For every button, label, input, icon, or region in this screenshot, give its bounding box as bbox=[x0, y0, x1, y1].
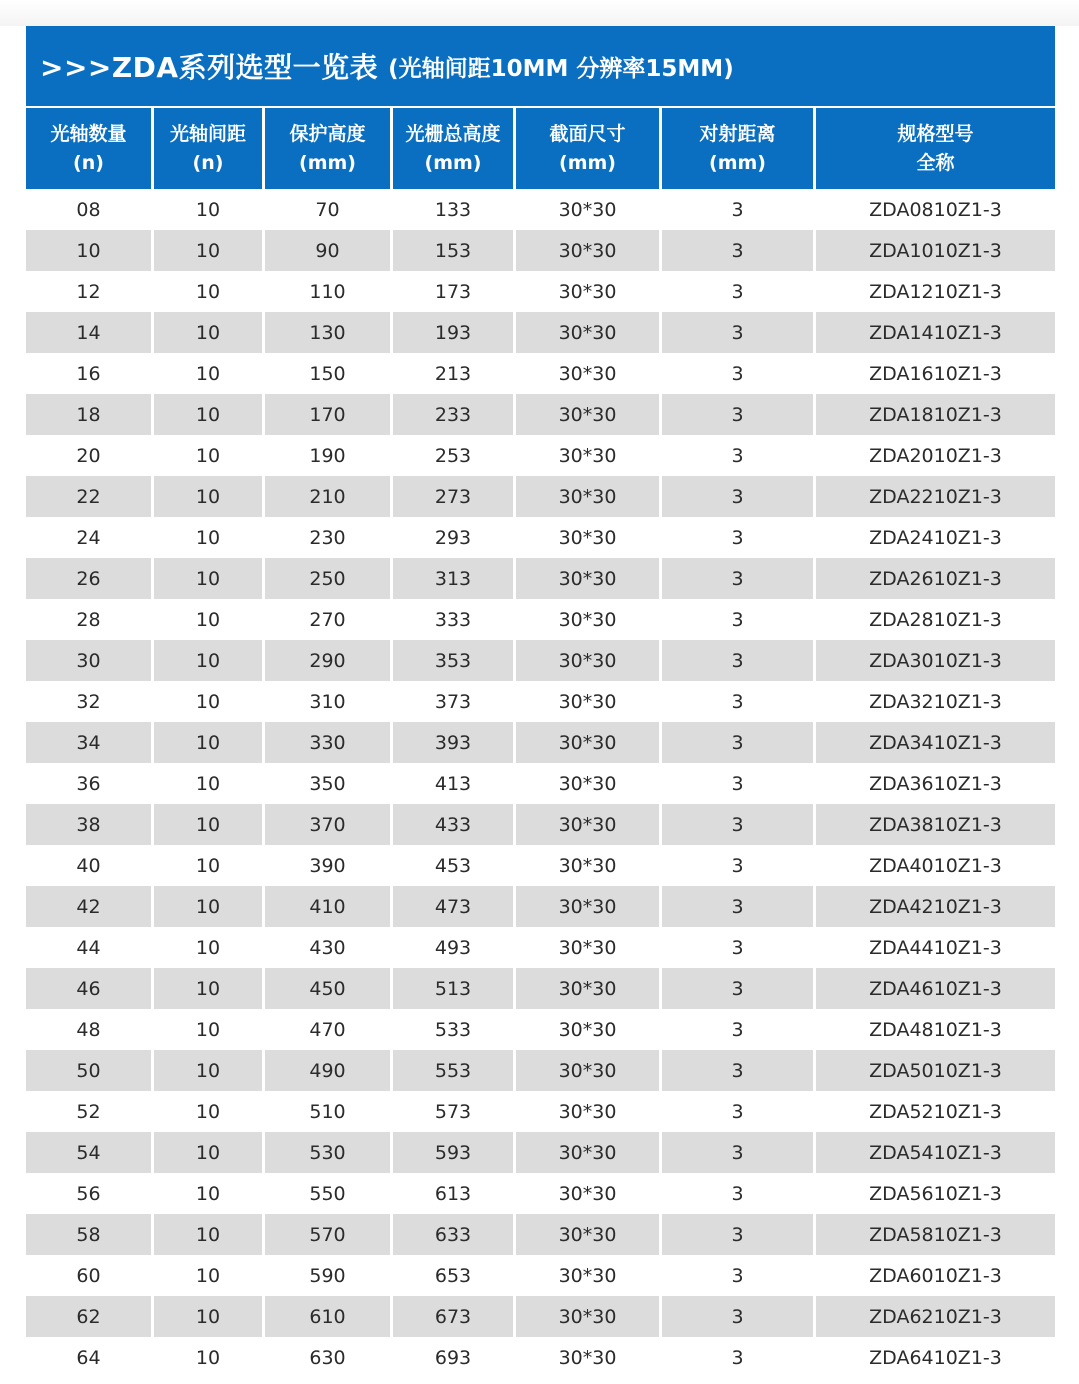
header-beam-spacing bbox=[154, 108, 265, 189]
section-size-cell: 30*30 bbox=[516, 1173, 662, 1214]
model-name-cell: ZDA4610Z1-3 bbox=[816, 968, 1055, 1009]
sensing-distance-cell: 3 bbox=[662, 681, 816, 722]
protection-height-cell: 70 bbox=[265, 189, 393, 230]
beam-count-cell: 42 bbox=[26, 886, 154, 927]
beam-count-cell: 58 bbox=[26, 1214, 154, 1255]
beam-spacing-cell: 10 bbox=[154, 968, 265, 1009]
sensing-distance-cell: 3 bbox=[662, 435, 816, 476]
beam-spacing-cell: 10 bbox=[154, 1173, 265, 1214]
protection-height-cell: 530 bbox=[265, 1132, 393, 1173]
beam-count-cell: 56 bbox=[26, 1173, 154, 1214]
table-row bbox=[26, 1173, 1055, 1214]
sensing-distance-cell: 3 bbox=[662, 927, 816, 968]
section-size-cell: 30*30 bbox=[516, 558, 662, 599]
header-unit: (n) bbox=[192, 151, 224, 174]
section-size-cell: 30*30 bbox=[516, 435, 662, 476]
table-row bbox=[26, 517, 1055, 558]
sensing-distance-cell: 3 bbox=[662, 312, 816, 353]
beam-count-cell: 44 bbox=[26, 927, 154, 968]
beam-spacing-cell: 10 bbox=[154, 312, 265, 353]
section-size-cell: 30*30 bbox=[516, 1050, 662, 1091]
sensing-distance-cell: 3 bbox=[662, 804, 816, 845]
sensing-distance-cell: 3 bbox=[662, 476, 816, 517]
protection-height-cell: 370 bbox=[265, 804, 393, 845]
beam-spacing-cell: 10 bbox=[154, 271, 265, 312]
beam-count-cell: 62 bbox=[26, 1296, 154, 1337]
protection-height-cell: 290 bbox=[265, 640, 393, 681]
total-height-cell: 133 bbox=[393, 189, 516, 230]
beam-spacing-cell: 10 bbox=[154, 886, 265, 927]
sensing-distance-cell: 3 bbox=[662, 886, 816, 927]
total-height-cell: 653 bbox=[393, 1255, 516, 1296]
beam-count-cell: 24 bbox=[26, 517, 154, 558]
total-height-cell: 273 bbox=[393, 476, 516, 517]
table-row bbox=[26, 763, 1055, 804]
sensing-distance-cell: 3 bbox=[662, 189, 816, 230]
total-height-cell: 333 bbox=[393, 599, 516, 640]
beam-spacing-cell: 10 bbox=[154, 1050, 265, 1091]
beam-spacing-cell: 10 bbox=[154, 1214, 265, 1255]
model-name-cell: ZDA1210Z1-3 bbox=[869, 280, 1002, 303]
sensing-distance-cell: 3 bbox=[662, 517, 816, 558]
model-name-cell: ZDA4810Z1-3 bbox=[869, 1018, 1002, 1041]
sensing-distance-cell: 3 bbox=[662, 722, 816, 763]
section-size-cell: 30*30 bbox=[516, 1296, 662, 1337]
model-name-cell: ZDA4210Z1-3 bbox=[816, 886, 1055, 927]
table-row bbox=[26, 1132, 1055, 1173]
beam-count-cell: 20 bbox=[26, 435, 154, 476]
sensing-distance-cell: 3 bbox=[662, 1009, 816, 1050]
protection-height-cell: 430 bbox=[265, 927, 393, 968]
protection-height-cell: 90 bbox=[265, 230, 393, 271]
sensing-distance-cell: 3 bbox=[662, 353, 816, 394]
sensing-distance-cell: 3 bbox=[662, 1214, 816, 1255]
table-row bbox=[26, 1255, 1055, 1296]
table-row bbox=[26, 968, 1055, 1009]
table-row bbox=[26, 1214, 1055, 1255]
total-height-cell: 693 bbox=[393, 1337, 516, 1378]
section-size-cell: 30*30 bbox=[516, 1214, 662, 1255]
table-row bbox=[26, 599, 1055, 640]
model-name-cell: ZDA3810Z1-3 bbox=[816, 804, 1055, 845]
beam-count-cell: 34 bbox=[26, 722, 154, 763]
sensing-distance-cell: 3 bbox=[662, 1050, 816, 1091]
protection-height-cell: 210 bbox=[265, 476, 393, 517]
section-size-cell: 30*30 bbox=[516, 722, 662, 763]
model-name-cell: ZDA3010Z1-3 bbox=[816, 640, 1055, 681]
beam-spacing-cell: 10 bbox=[154, 1132, 265, 1173]
table-row bbox=[26, 312, 1055, 353]
section-size-cell: 30*30 bbox=[516, 476, 662, 517]
total-height-cell: 393 bbox=[393, 722, 516, 763]
beam-spacing-cell: 10 bbox=[154, 353, 265, 394]
total-height-cell: 153 bbox=[393, 230, 516, 271]
total-height-cell: 593 bbox=[393, 1132, 516, 1173]
beam-count-cell: 30 bbox=[26, 640, 154, 681]
beam-spacing-cell: 10 bbox=[154, 1255, 265, 1296]
beam-spacing-cell: 10 bbox=[154, 722, 265, 763]
sensing-distance-cell: 3 bbox=[662, 640, 816, 681]
beam-spacing-cell: 10 bbox=[154, 230, 265, 271]
model-name-cell: ZDA2610Z1-3 bbox=[816, 558, 1055, 599]
beam-count-cell: 50 bbox=[26, 1050, 154, 1091]
total-height-cell: 573 bbox=[393, 1091, 516, 1132]
total-height-cell: 673 bbox=[393, 1296, 516, 1337]
beam-count-cell: 64 bbox=[26, 1337, 154, 1378]
table-row bbox=[26, 558, 1055, 599]
table-row bbox=[26, 435, 1055, 476]
section-size-cell: 30*30 bbox=[516, 1009, 662, 1050]
section-size-cell: 30*30 bbox=[516, 640, 662, 681]
table-row bbox=[26, 1296, 1055, 1337]
protection-height-cell: 350 bbox=[265, 763, 393, 804]
model-name-cell: ZDA2210Z1-3 bbox=[816, 476, 1055, 517]
protection-height-cell: 270 bbox=[265, 599, 393, 640]
table-row bbox=[26, 189, 1055, 230]
total-height-cell: 473 bbox=[393, 886, 516, 927]
beam-count-cell: 28 bbox=[26, 599, 154, 640]
total-height-cell: 433 bbox=[393, 804, 516, 845]
beam-spacing-cell: 10 bbox=[154, 763, 265, 804]
total-height-cell: 293 bbox=[393, 517, 516, 558]
model-name-cell: ZDA0810Z1-3 bbox=[869, 198, 1002, 221]
total-height-cell: 253 bbox=[393, 435, 516, 476]
section-size-cell: 30*30 bbox=[516, 763, 662, 804]
model-name-cell: ZDA3210Z1-3 bbox=[869, 690, 1002, 713]
header-unit: (mm) bbox=[299, 151, 356, 174]
protection-height-cell: 610 bbox=[265, 1296, 393, 1337]
selection-table bbox=[26, 108, 1055, 1378]
header-label: 光轴间距 bbox=[169, 122, 246, 145]
table-header-row bbox=[26, 108, 1055, 189]
header-unit: (mm) bbox=[559, 151, 616, 174]
total-height-cell: 373 bbox=[393, 681, 516, 722]
total-height-cell: 533 bbox=[393, 1009, 516, 1050]
beam-spacing-cell: 10 bbox=[154, 927, 265, 968]
header-unit: (mm) bbox=[424, 151, 482, 174]
table-row bbox=[26, 1091, 1055, 1132]
model-name-cell: ZDA2410Z1-3 bbox=[869, 526, 1002, 549]
sensing-distance-cell: 3 bbox=[662, 558, 816, 599]
page-subtitle: (光轴间距10MM 分辨率15MM) bbox=[388, 55, 734, 82]
total-height-cell: 193 bbox=[393, 312, 516, 353]
table-row bbox=[26, 1050, 1055, 1091]
beam-count-cell: 16 bbox=[26, 353, 154, 394]
section-size-cell: 30*30 bbox=[516, 1132, 662, 1173]
section-size-cell: 30*30 bbox=[516, 312, 662, 353]
beam-spacing-cell: 10 bbox=[154, 681, 265, 722]
sensing-distance-cell: 3 bbox=[662, 1173, 816, 1214]
beam-spacing-cell: 10 bbox=[154, 1296, 265, 1337]
model-name-cell: ZDA5810Z1-3 bbox=[816, 1214, 1055, 1255]
header-beam-count bbox=[26, 108, 154, 189]
sensing-distance-cell: 3 bbox=[662, 1296, 816, 1337]
model-name-cell: ZDA6210Z1-3 bbox=[816, 1296, 1055, 1337]
table-row bbox=[26, 1337, 1055, 1378]
sensing-distance-cell: 3 bbox=[662, 230, 816, 271]
protection-height-cell: 410 bbox=[265, 886, 393, 927]
model-name-cell: ZDA6410Z1-3 bbox=[869, 1346, 1002, 1369]
protection-height-cell: 170 bbox=[265, 394, 393, 435]
sensing-distance-cell: 3 bbox=[662, 968, 816, 1009]
beam-spacing-cell: 10 bbox=[154, 517, 265, 558]
protection-height-cell: 330 bbox=[265, 722, 393, 763]
protection-height-cell: 190 bbox=[265, 435, 393, 476]
header-unit: (n) bbox=[73, 151, 104, 174]
beam-count-cell: 12 bbox=[26, 271, 154, 312]
section-size-cell: 30*30 bbox=[516, 394, 662, 435]
table-row bbox=[26, 230, 1055, 271]
model-name-cell: ZDA2810Z1-3 bbox=[869, 608, 1002, 631]
table-row bbox=[26, 353, 1055, 394]
section-size-cell: 30*30 bbox=[516, 1337, 662, 1378]
protection-height-cell: 630 bbox=[265, 1337, 393, 1378]
total-height-cell: 633 bbox=[393, 1214, 516, 1255]
model-name-cell: ZDA3610Z1-3 bbox=[869, 772, 1002, 795]
table-row bbox=[26, 804, 1055, 845]
beam-spacing-cell: 10 bbox=[154, 435, 265, 476]
model-name-cell: ZDA1610Z1-3 bbox=[869, 362, 1002, 385]
model-name-cell: ZDA3410Z1-3 bbox=[816, 722, 1055, 763]
header-label: 光轴数量 bbox=[50, 122, 127, 145]
sensing-distance-cell: 3 bbox=[662, 394, 816, 435]
model-name-cell: ZDA1010Z1-3 bbox=[816, 230, 1055, 271]
beam-count-cell: 36 bbox=[26, 763, 154, 804]
beam-spacing-cell: 10 bbox=[154, 845, 265, 886]
beam-count-cell: 38 bbox=[26, 804, 154, 845]
sensing-distance-cell: 3 bbox=[662, 1337, 816, 1378]
sensing-distance-cell: 3 bbox=[662, 599, 816, 640]
page-title: >>>ZDA系列选型一览表 bbox=[40, 51, 379, 84]
model-name-cell: ZDA5610Z1-3 bbox=[869, 1182, 1002, 1205]
total-height-cell: 453 bbox=[393, 845, 516, 886]
beam-count-cell: 32 bbox=[26, 681, 154, 722]
total-height-cell: 513 bbox=[393, 968, 516, 1009]
model-name-cell: ZDA4410Z1-3 bbox=[869, 936, 1002, 959]
sensing-distance-cell: 3 bbox=[662, 1132, 816, 1173]
table-row bbox=[26, 886, 1055, 927]
section-size-cell: 30*30 bbox=[516, 353, 662, 394]
sensing-distance-cell: 3 bbox=[662, 763, 816, 804]
table-row bbox=[26, 927, 1055, 968]
title-bar bbox=[26, 26, 1055, 106]
header-unit: 全称 bbox=[916, 151, 955, 174]
total-height-cell: 173 bbox=[393, 271, 516, 312]
sensing-distance-cell: 3 bbox=[662, 1255, 816, 1296]
total-height-cell: 613 bbox=[393, 1173, 516, 1214]
protection-height-cell: 510 bbox=[265, 1091, 393, 1132]
beam-count-cell: 46 bbox=[26, 968, 154, 1009]
section-size-cell: 30*30 bbox=[516, 1255, 662, 1296]
protection-height-cell: 310 bbox=[265, 681, 393, 722]
protection-height-cell: 250 bbox=[265, 558, 393, 599]
top-fade-band bbox=[0, 0, 1079, 26]
table-body bbox=[26, 189, 1055, 1378]
sensing-distance-cell: 3 bbox=[662, 271, 816, 312]
section-size-cell: 30*30 bbox=[516, 271, 662, 312]
table-row bbox=[26, 681, 1055, 722]
total-height-cell: 233 bbox=[393, 394, 516, 435]
beam-count-cell: 10 bbox=[26, 230, 154, 271]
total-height-cell: 493 bbox=[393, 927, 516, 968]
protection-height-cell: 110 bbox=[265, 271, 393, 312]
beam-count-cell: 18 bbox=[26, 394, 154, 435]
beam-spacing-cell: 10 bbox=[154, 394, 265, 435]
beam-spacing-cell: 10 bbox=[154, 599, 265, 640]
beam-spacing-cell: 10 bbox=[154, 640, 265, 681]
beam-count-cell: 26 bbox=[26, 558, 154, 599]
model-name-cell: ZDA5410Z1-3 bbox=[816, 1132, 1055, 1173]
header-label: 对射距离 bbox=[699, 122, 776, 145]
total-height-cell: 213 bbox=[393, 353, 516, 394]
model-name-cell: ZDA6010Z1-3 bbox=[869, 1264, 1002, 1287]
sensing-distance-cell: 3 bbox=[662, 1091, 816, 1132]
beam-count-cell: 60 bbox=[26, 1255, 154, 1296]
beam-spacing-cell: 10 bbox=[154, 1009, 265, 1050]
header-section-size bbox=[516, 108, 662, 189]
section-size-cell: 30*30 bbox=[516, 804, 662, 845]
protection-height-cell: 230 bbox=[265, 517, 393, 558]
table-row bbox=[26, 1009, 1055, 1050]
beam-count-cell: 54 bbox=[26, 1132, 154, 1173]
section-size-cell: 30*30 bbox=[516, 968, 662, 1009]
header-label: 规格型号 bbox=[897, 122, 974, 145]
protection-height-cell: 450 bbox=[265, 968, 393, 1009]
beam-count-cell: 22 bbox=[26, 476, 154, 517]
protection-height-cell: 390 bbox=[265, 845, 393, 886]
header-unit: (mm) bbox=[709, 151, 766, 174]
table-row bbox=[26, 394, 1055, 435]
beam-count-cell: 14 bbox=[26, 312, 154, 353]
model-name-cell: ZDA5010Z1-3 bbox=[816, 1050, 1055, 1091]
beam-count-cell: 52 bbox=[26, 1091, 154, 1132]
section-size-cell: 30*30 bbox=[516, 599, 662, 640]
section-size-cell: 30*30 bbox=[516, 517, 662, 558]
protection-height-cell: 590 bbox=[265, 1255, 393, 1296]
header-sensing-distance bbox=[662, 108, 816, 189]
beam-count-cell: 48 bbox=[26, 1009, 154, 1050]
beam-spacing-cell: 10 bbox=[154, 804, 265, 845]
protection-height-cell: 130 bbox=[265, 312, 393, 353]
section-size-cell: 30*30 bbox=[516, 681, 662, 722]
section-size-cell: 30*30 bbox=[516, 845, 662, 886]
beam-spacing-cell: 10 bbox=[154, 189, 265, 230]
model-name-cell: ZDA5210Z1-3 bbox=[869, 1100, 1002, 1123]
header-label: 保护高度 bbox=[289, 122, 366, 145]
table-row bbox=[26, 640, 1055, 681]
protection-height-cell: 570 bbox=[265, 1214, 393, 1255]
section-size-cell: 30*30 bbox=[516, 927, 662, 968]
section-size-cell: 30*30 bbox=[516, 189, 662, 230]
beam-count-cell: 08 bbox=[26, 189, 154, 230]
beam-spacing-cell: 10 bbox=[154, 1091, 265, 1132]
table-row bbox=[26, 845, 1055, 886]
table-row bbox=[26, 271, 1055, 312]
model-name-cell: ZDA1810Z1-3 bbox=[816, 394, 1055, 435]
beam-spacing-cell: 10 bbox=[154, 476, 265, 517]
section-size-cell: 30*30 bbox=[516, 1091, 662, 1132]
model-name-cell: ZDA1410Z1-3 bbox=[816, 312, 1055, 353]
table-row bbox=[26, 476, 1055, 517]
header-label: 截面尺寸 bbox=[549, 122, 626, 145]
section-size-cell: 30*30 bbox=[516, 886, 662, 927]
beam-count-cell: 40 bbox=[26, 845, 154, 886]
total-height-cell: 313 bbox=[393, 558, 516, 599]
header-protection-height bbox=[265, 108, 393, 189]
protection-height-cell: 150 bbox=[265, 353, 393, 394]
protection-height-cell: 490 bbox=[265, 1050, 393, 1091]
sensing-distance-cell: 3 bbox=[662, 845, 816, 886]
protection-height-cell: 470 bbox=[265, 1009, 393, 1050]
protection-height-cell: 550 bbox=[265, 1173, 393, 1214]
model-name-cell: ZDA2010Z1-3 bbox=[869, 444, 1002, 467]
table-row bbox=[26, 722, 1055, 763]
beam-spacing-cell: 10 bbox=[154, 1337, 265, 1378]
total-height-cell: 413 bbox=[393, 763, 516, 804]
header-model-name bbox=[816, 108, 1055, 189]
header-label: 光栅总高度 bbox=[405, 122, 501, 145]
beam-spacing-cell: 10 bbox=[154, 558, 265, 599]
section-size-cell: 30*30 bbox=[516, 230, 662, 271]
total-height-cell: 353 bbox=[393, 640, 516, 681]
total-height-cell: 553 bbox=[393, 1050, 516, 1091]
header-total-height bbox=[393, 108, 516, 189]
model-name-cell: ZDA4010Z1-3 bbox=[869, 854, 1002, 877]
